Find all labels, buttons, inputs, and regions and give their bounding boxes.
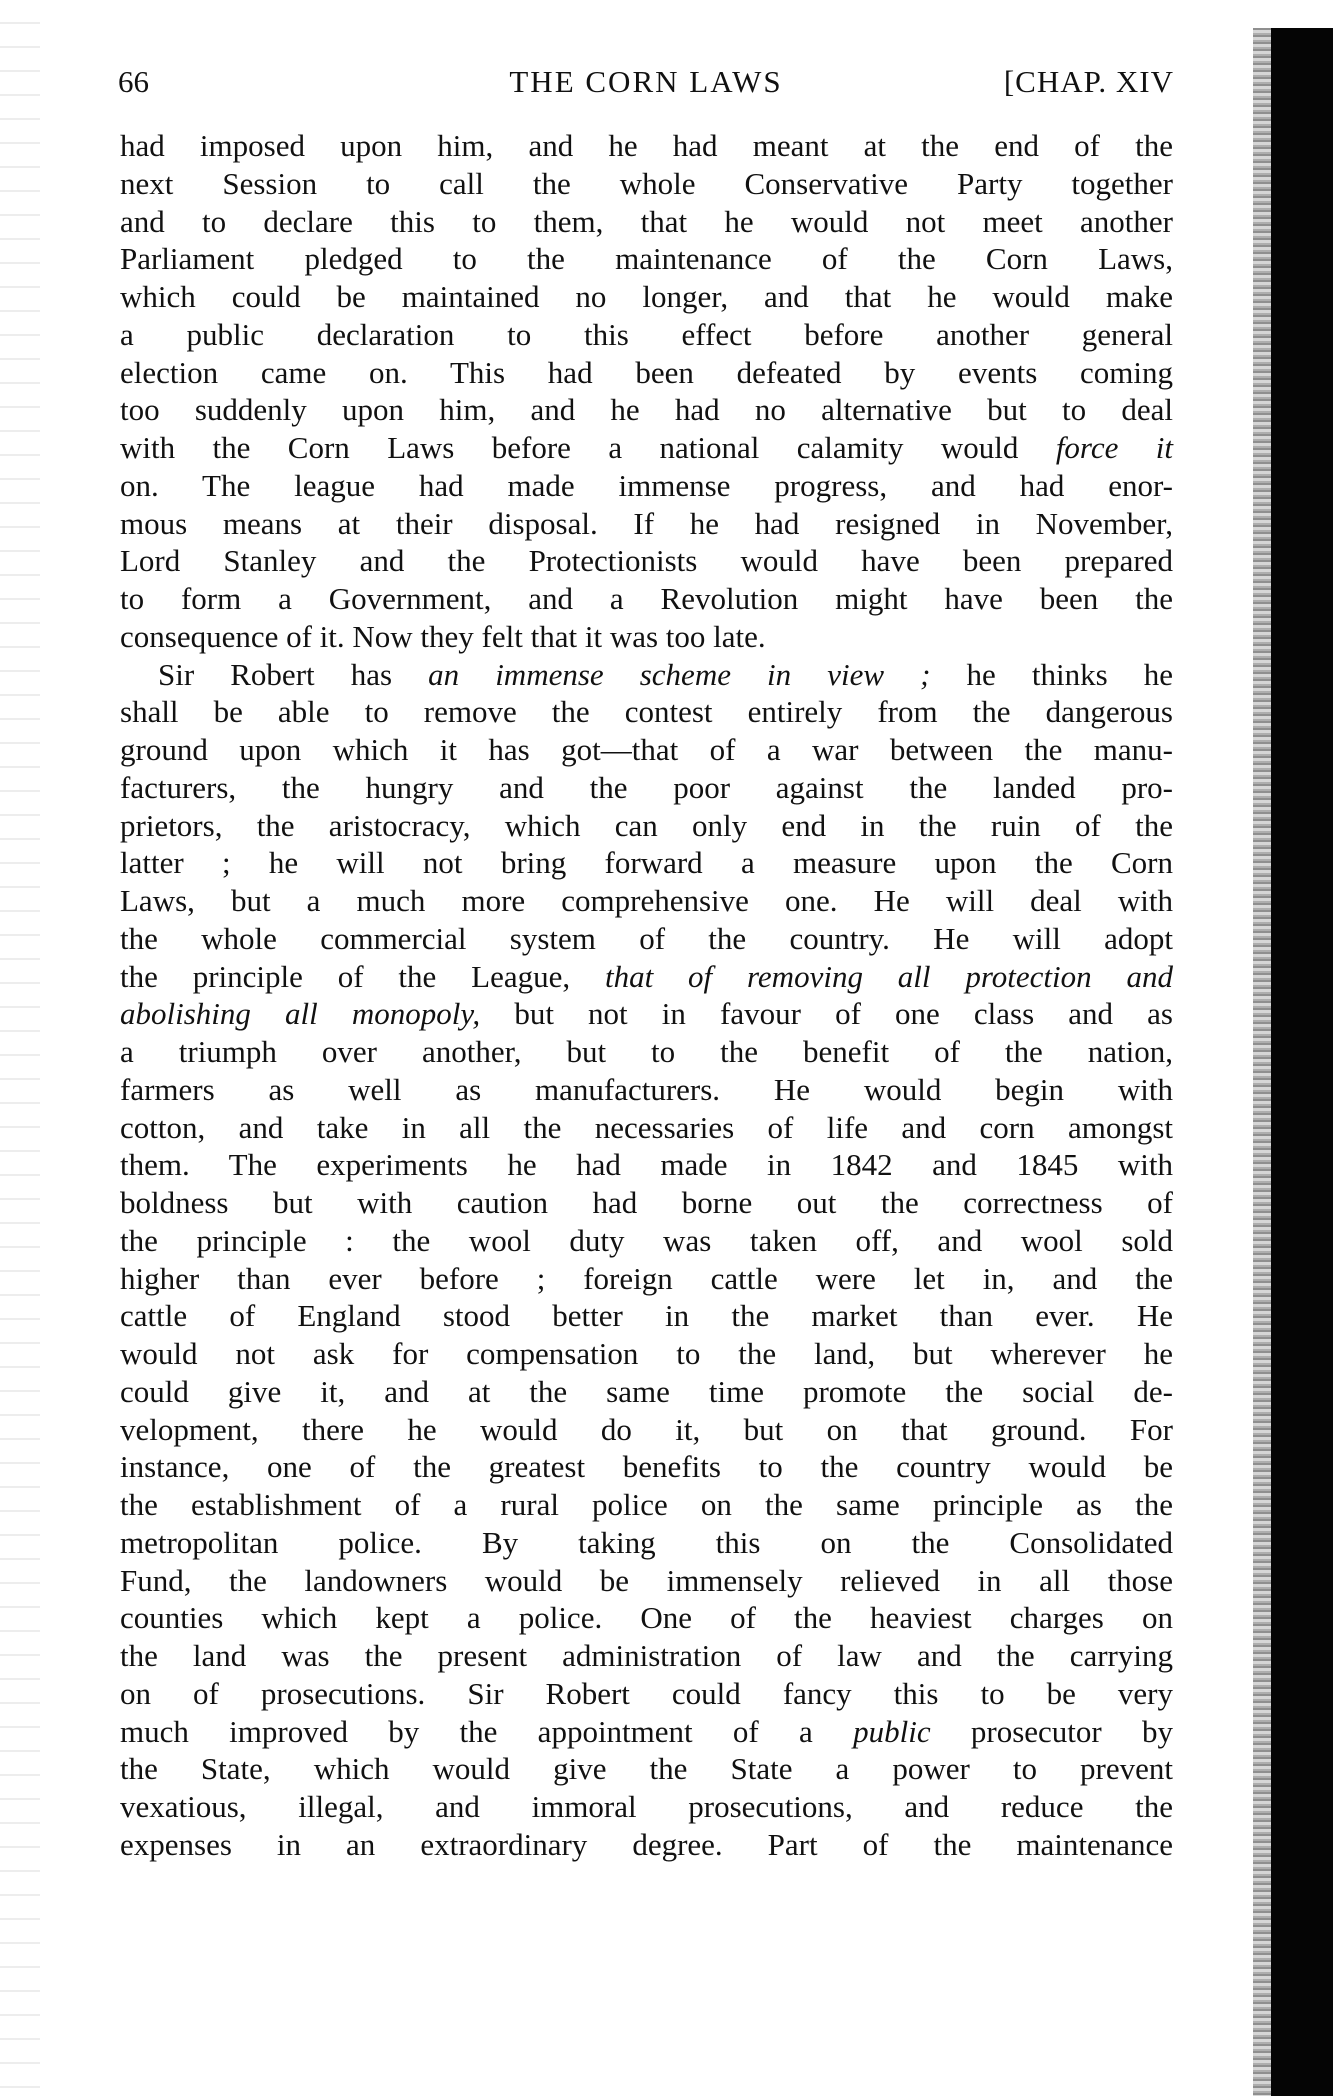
text-segment: vexatious, illegal, and immoral prosecutions, and reduce the — [120, 1789, 1173, 1824]
text-segment: the establishment of a rural police on the same principle as the — [120, 1487, 1173, 1522]
text-segment: Laws, but a much more comprehensive one. He will deal with — [120, 883, 1173, 918]
text-segment: the land was the present administration of law and the carrying — [120, 1638, 1173, 1673]
text-line — [120, 1184, 1173, 1222]
text-segment: metropolitan police. By taking this on the Consolidated — [120, 1524, 1173, 1560]
text-segment: a triumph over another, but to the benefit of the nation, — [120, 1034, 1173, 1069]
text-segment: velopment, there he would do it, but on that ground. For — [120, 1411, 1173, 1447]
text-segment: Parliament pledged to the maintenance of the Corn Laws, — [120, 241, 1173, 277]
text-line — [120, 882, 1173, 920]
text-line — [120, 693, 1173, 731]
scan-edge-shadow — [1253, 28, 1271, 2096]
text-segment: Lord Stanley and the Protectionists would have been prepared — [120, 543, 1173, 579]
text-line — [120, 920, 1173, 958]
text-line — [120, 542, 1173, 580]
text-segment: expenses in an extraordinary degree. Part of the maintenance — [120, 1826, 1173, 1862]
text-segment: higher than ever before ; foreign cattle were let in, and the — [120, 1260, 1173, 1296]
text-segment: prietors, the aristocracy, which can only end in the ruin of the — [120, 807, 1173, 843]
text-line — [120, 127, 1173, 165]
text-line — [120, 354, 1173, 392]
italic-text: abolishing all monopoly, — [120, 996, 481, 1032]
scan-binding-shadow — [1271, 28, 1333, 2096]
text-line — [120, 1788, 1173, 1826]
text-segment: mous means at their disposal. If he had resigned in November, — [120, 505, 1173, 541]
text-segment: on. The league had made immense progress, and had enor- — [120, 467, 1173, 503]
text-line — [120, 429, 1173, 467]
text-line — [120, 844, 1173, 882]
text-segment: them. The experiments he had made in 1842 and 1845 with — [120, 1147, 1173, 1183]
text-segment: with the Corn Laws before a national calamity would — [120, 430, 1056, 465]
text-line — [120, 1222, 1173, 1260]
text-line — [120, 467, 1173, 505]
text-line — [120, 769, 1173, 807]
text-line — [120, 240, 1173, 278]
text-line — [120, 391, 1173, 429]
body-text — [120, 127, 1173, 1864]
text-line — [120, 1713, 1173, 1751]
text-line — [120, 1260, 1173, 1298]
chapter-label: [CHAP. XIV — [1003, 64, 1174, 99]
text-segment: shall be able to remove the contest entirely from the dangerous — [120, 694, 1173, 730]
text-segment: to form a Government, and a Revolution might have been the — [120, 581, 1173, 616]
text-segment: ground upon which it has got—that of a war between the manu- — [120, 732, 1173, 767]
text-line — [120, 731, 1173, 769]
text-line — [120, 1675, 1173, 1713]
running-header — [118, 64, 1174, 108]
text-segment: instance, one of the greatest benefits to the country would be — [120, 1449, 1173, 1485]
text-segment: and to declare this to them, that he would not meet another — [120, 203, 1173, 239]
text-segment: next Session to call the whole Conservative Party together — [120, 165, 1173, 201]
text-segment: a public declaration to this effect before another general — [120, 316, 1173, 352]
text-line — [120, 1524, 1173, 1562]
text-line — [120, 1297, 1173, 1335]
italic-text: that of removing all protection and — [604, 958, 1173, 994]
text-segment: the principle : the wool duty was taken off, and wool sold — [120, 1222, 1173, 1258]
text-segment: much improved by the appointment of a — [120, 1713, 854, 1749]
text-line — [120, 1486, 1173, 1524]
running-title: THE CORN LAWS — [509, 64, 783, 99]
text-line — [120, 1146, 1173, 1184]
italic-text: public — [853, 1713, 931, 1749]
text-segment: boldness but with caution had borne out the correctness of — [120, 1185, 1173, 1220]
page-number: 66 — [118, 64, 149, 99]
text-segment: the State, which would give the State a power to prevent — [120, 1751, 1173, 1787]
text-segment: which could be maintained no longer, and that he would make — [120, 279, 1173, 314]
text-line — [120, 1599, 1173, 1637]
text-segment: Fund, the landowners would be immensely relieved in all those — [120, 1562, 1173, 1598]
text-line — [120, 1033, 1173, 1071]
text-line — [120, 165, 1173, 203]
text-line — [120, 958, 1173, 996]
text-line — [120, 1335, 1173, 1373]
text-segment: cotton, and take in all the necessaries of life and corn amongst — [120, 1109, 1173, 1145]
text-line — [120, 807, 1173, 845]
text-line — [120, 1826, 1173, 1864]
text-segment: had imposed upon him, and he had meant at the end of the — [120, 128, 1173, 163]
text-segment: facturers, the hungry and the poor against the landed pro- — [120, 769, 1173, 805]
text-line — [120, 203, 1173, 241]
italic-text: an immense scheme in view ; — [428, 656, 931, 692]
text-segment: prosecutor by — [930, 1713, 1174, 1749]
text-segment: he thinks he — [930, 656, 1173, 692]
text-line — [120, 1562, 1173, 1600]
text-segment: too suddenly upon him, and he had no alternative but to deal — [120, 392, 1173, 428]
text-segment: the principle of the League, — [120, 958, 605, 994]
text-line — [120, 995, 1173, 1033]
text-line — [120, 316, 1173, 354]
text-line — [120, 1448, 1173, 1486]
text-segment: on of prosecutions. Sir Robert could fancy this to be very — [120, 1675, 1173, 1711]
text-line — [120, 278, 1173, 316]
scan-margin-noise — [0, 0, 40, 2096]
text-line — [120, 505, 1173, 543]
text-line — [120, 580, 1173, 618]
text-line — [120, 1373, 1173, 1411]
text-line — [120, 1637, 1173, 1675]
text-segment: latter ; he will not bring forward a measure upon the Corn — [120, 845, 1173, 881]
text-segment: could give it, and at the same time promote the social de- — [120, 1373, 1173, 1409]
text-line — [120, 1109, 1173, 1147]
text-segment: counties which kept a police. One of the heaviest charges on — [120, 1600, 1173, 1636]
text-segment: cattle of England stood better in the market than ever. He — [120, 1298, 1173, 1334]
text-line — [120, 1411, 1173, 1449]
text-line — [120, 656, 1173, 694]
text-segment: consequence of it. Now they felt that it was too late. — [120, 618, 766, 654]
italic-text: force it — [1055, 430, 1173, 465]
text-line — [120, 1071, 1173, 1109]
text-segment: but not in favour of one class and as — [480, 996, 1173, 1032]
text-segment: would not ask for compensation to the land, but wherever he — [120, 1336, 1173, 1371]
text-line — [120, 1750, 1173, 1788]
text-segment: the whole commercial system of the country. He will adopt — [120, 920, 1173, 956]
text-segment: Sir Robert has — [158, 656, 429, 692]
text-segment: farmers as well as manufacturers. He would begin with — [120, 1071, 1173, 1107]
text-segment: election came on. This had been defeated by events coming — [120, 354, 1173, 390]
text-line — [120, 618, 1173, 656]
